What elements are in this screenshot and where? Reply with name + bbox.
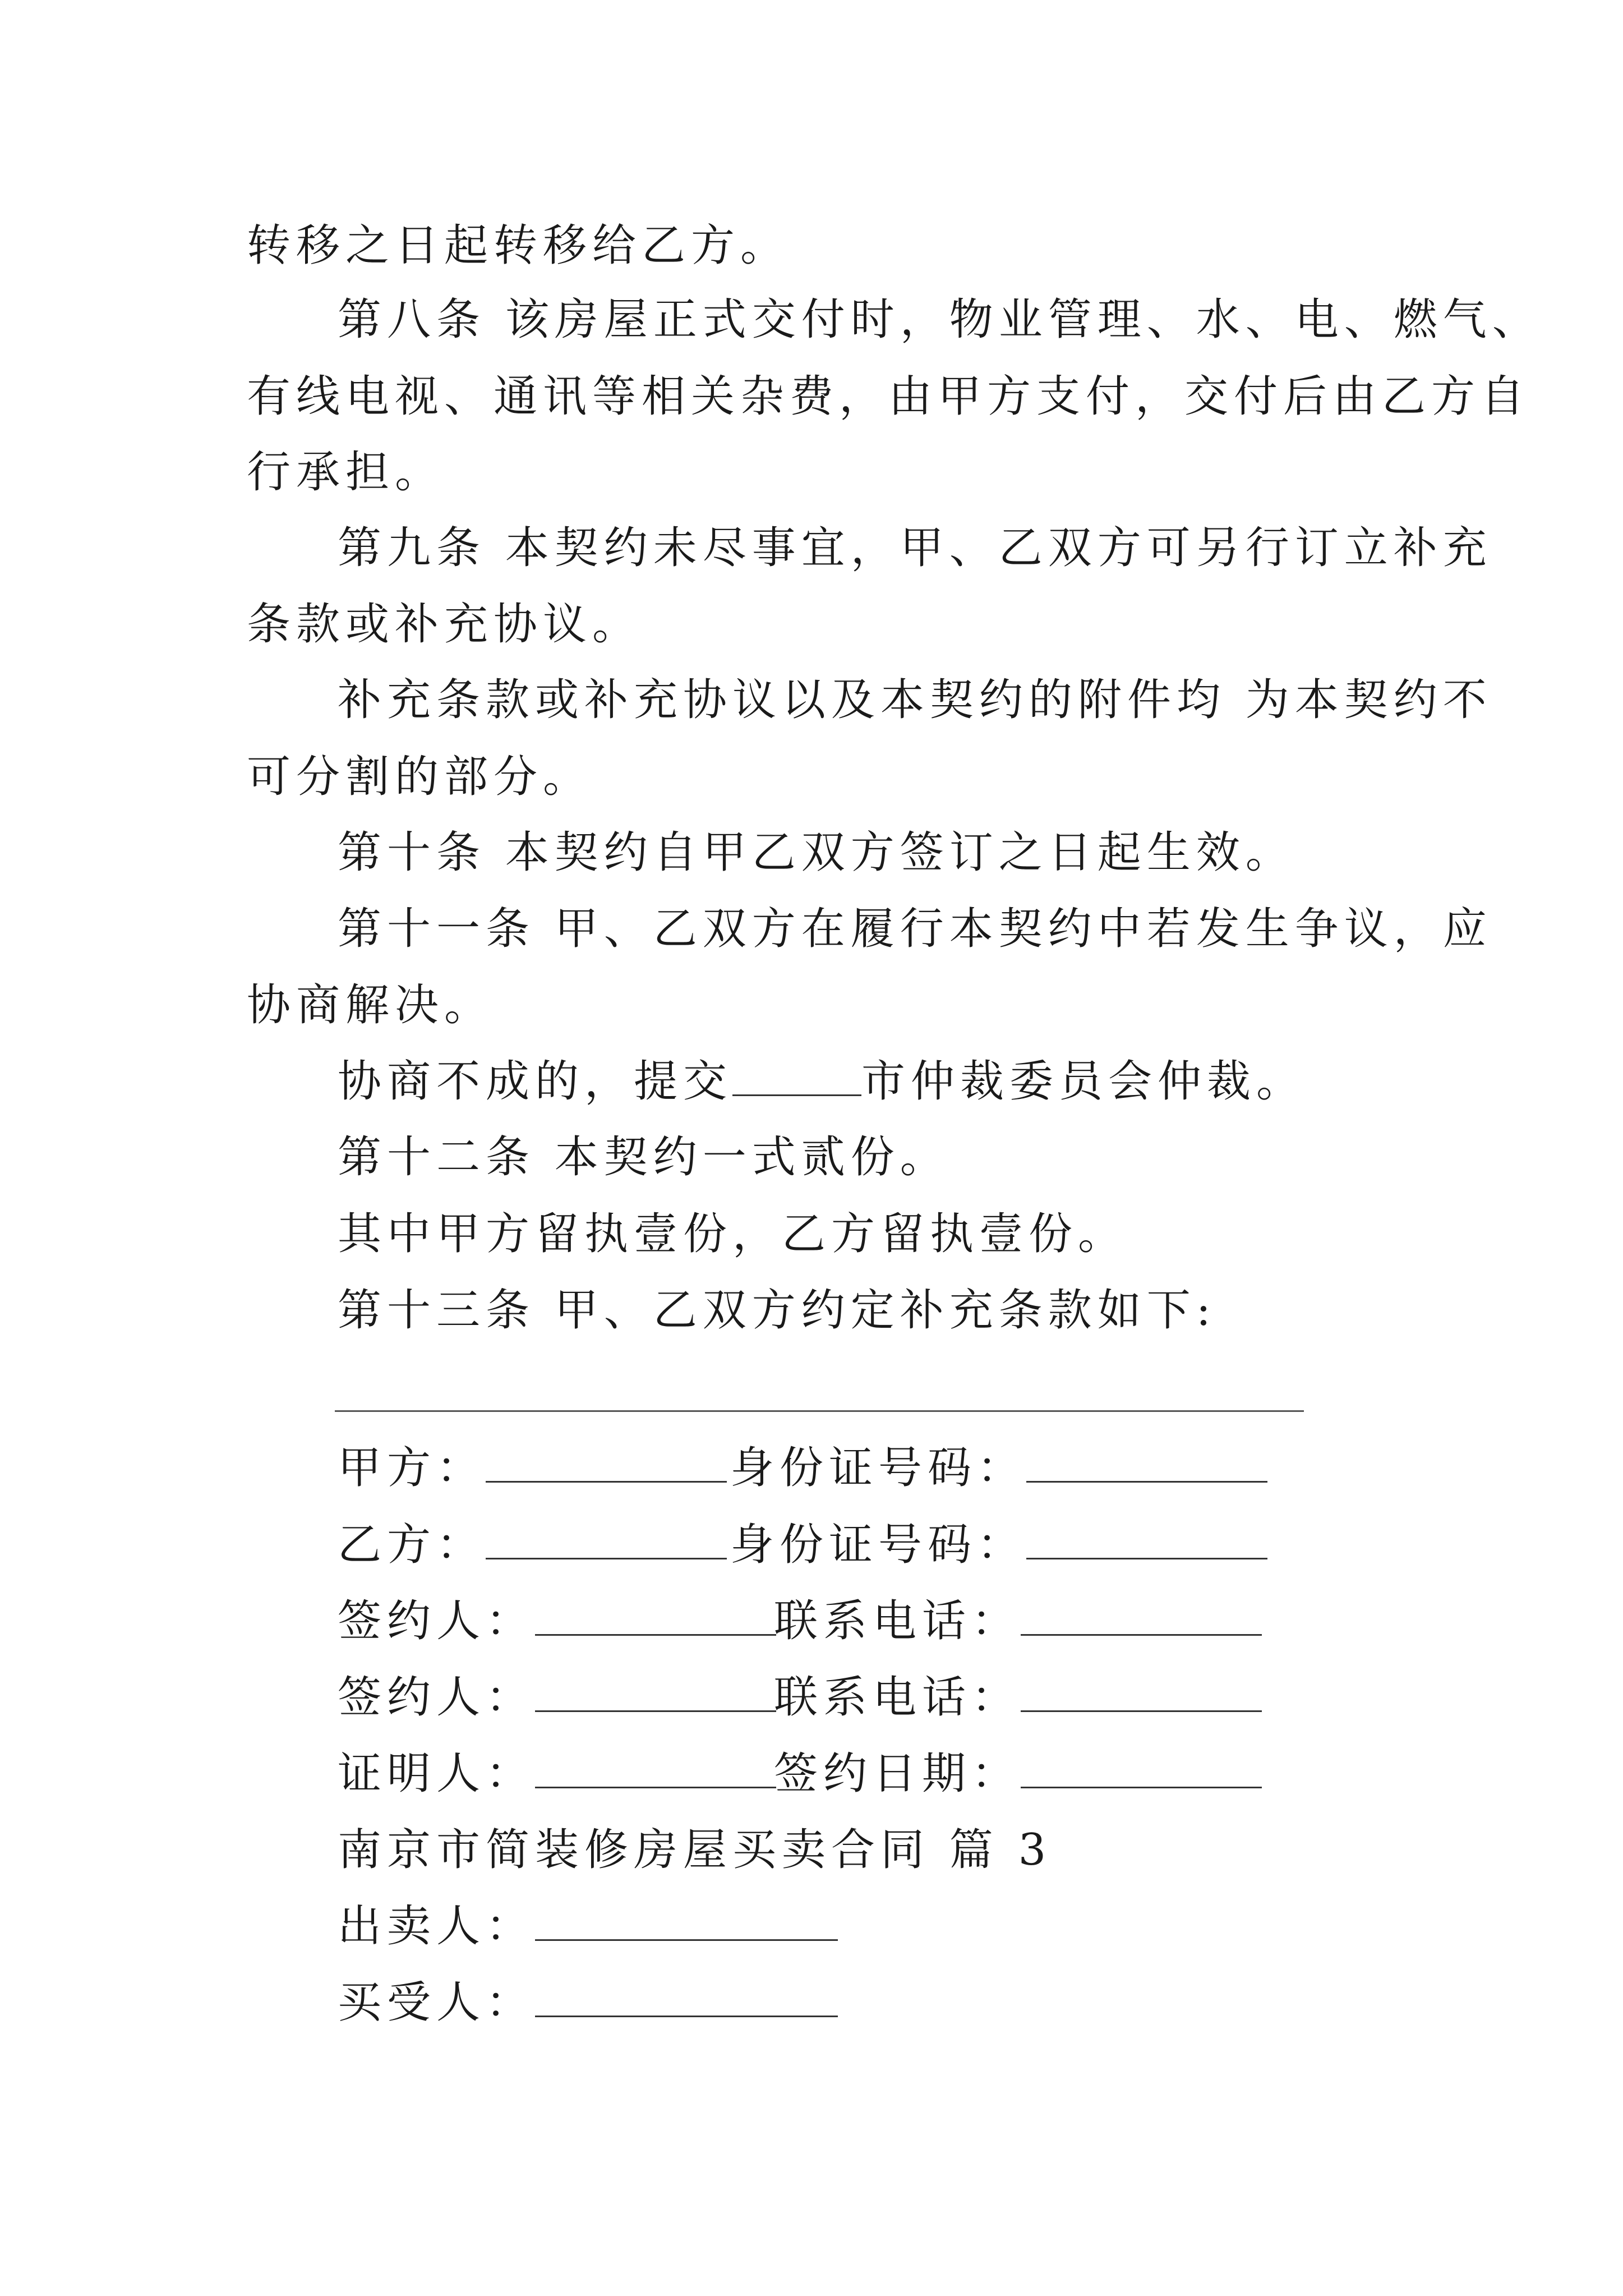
paragraph-line: 有线电视、通讯等相关杂费，由甲方支付，交付后由乙方自 [247, 371, 1530, 422]
paragraph-line: 条款或补充协议。 [247, 599, 642, 650]
phone-1-row [774, 1593, 1262, 1649]
article-12-line: 第十二条 本契约一式贰份。 [338, 1132, 949, 1182]
signer-1-blank [535, 1597, 776, 1636]
article-10-line: 第十条 本契约自甲乙双方签订之日起生效。 [338, 827, 1295, 878]
city-blank [732, 1057, 861, 1096]
witness-label: 证明人： [338, 1749, 536, 1799]
arbitration-text-before: 协商不成的，提交 [338, 1056, 733, 1107]
section-3-title: 南京市简装修房屋买卖合同 篇 3 [338, 1825, 1052, 1875]
party-a-row [338, 1440, 727, 1496]
paragraph-line: 补充条款或补充协议以及本契约的附件均 为本契约不 [338, 675, 1492, 725]
sign-date-label: 签约日期： [774, 1749, 1021, 1799]
article-9-line: 第九条 本契约未尽事宜，甲、乙双方可另行订立补充 [338, 523, 1492, 573]
party-b-label: 乙方： [338, 1520, 486, 1570]
witness-blank [535, 1750, 776, 1788]
arbitration-text-after: 市仲裁委员会仲裁。 [861, 1056, 1306, 1107]
paragraph-line: 行承担。 [247, 447, 445, 498]
signer-2-blank [535, 1673, 776, 1712]
article-8-line: 第八条 该房屋正式交付时，物业管理、水、电、燃气、 [338, 295, 1542, 345]
id-number-2-blank [1026, 1521, 1267, 1559]
arbitration-line [338, 1053, 1306, 1110]
article-13-line: 第十三条 甲、乙双方约定补充条款如下: [338, 1285, 1217, 1336]
buyer-blank [535, 1978, 838, 2017]
paragraph-line: 其中甲方留执壹份，乙方留执壹份。 [338, 1209, 1128, 1259]
article-11-line: 第十一条 甲、乙双方在履行本契约中若发生争议，应 [338, 904, 1492, 954]
supplementary-terms-rule [335, 1410, 1304, 1412]
witness-row [338, 1746, 776, 1802]
signer-2-label: 签约人： [338, 1672, 536, 1723]
seller-label: 出卖人： [338, 1901, 536, 1952]
id-number-2-row [730, 1517, 1267, 1573]
signer-1-label: 签约人： [338, 1596, 536, 1646]
phone-1-label: 联系电话： [774, 1596, 1021, 1646]
phone-2-label: 联系电话： [774, 1672, 1021, 1723]
sign-date-blank [1021, 1750, 1262, 1788]
party-a-label: 甲方： [338, 1443, 486, 1493]
signer-2-row [338, 1669, 776, 1726]
signer-1-row [338, 1593, 776, 1649]
party-b-blank [486, 1521, 727, 1559]
id-number-1-label: 身份证号码： [730, 1443, 1027, 1493]
seller-blank [535, 1902, 838, 1941]
id-number-2-label: 身份证号码： [730, 1520, 1027, 1570]
id-number-1-row [730, 1440, 1267, 1496]
paragraph-line: 转移之日起转移给乙方。 [247, 220, 790, 271]
buyer-label: 买受人： [338, 1977, 536, 2028]
party-b-row [338, 1517, 727, 1573]
sign-date-row [774, 1746, 1262, 1802]
id-number-1-blank [1026, 1444, 1267, 1483]
phone-1-blank [1021, 1597, 1262, 1636]
seller-row [338, 1898, 838, 1954]
phone-2-blank [1021, 1673, 1262, 1712]
paragraph-line: 协商解决。 [247, 980, 494, 1030]
paragraph-line: 可分割的部分。 [247, 752, 593, 802]
party-a-blank [486, 1444, 727, 1483]
buyer-row [338, 1975, 838, 2031]
phone-2-row [774, 1669, 1262, 1726]
